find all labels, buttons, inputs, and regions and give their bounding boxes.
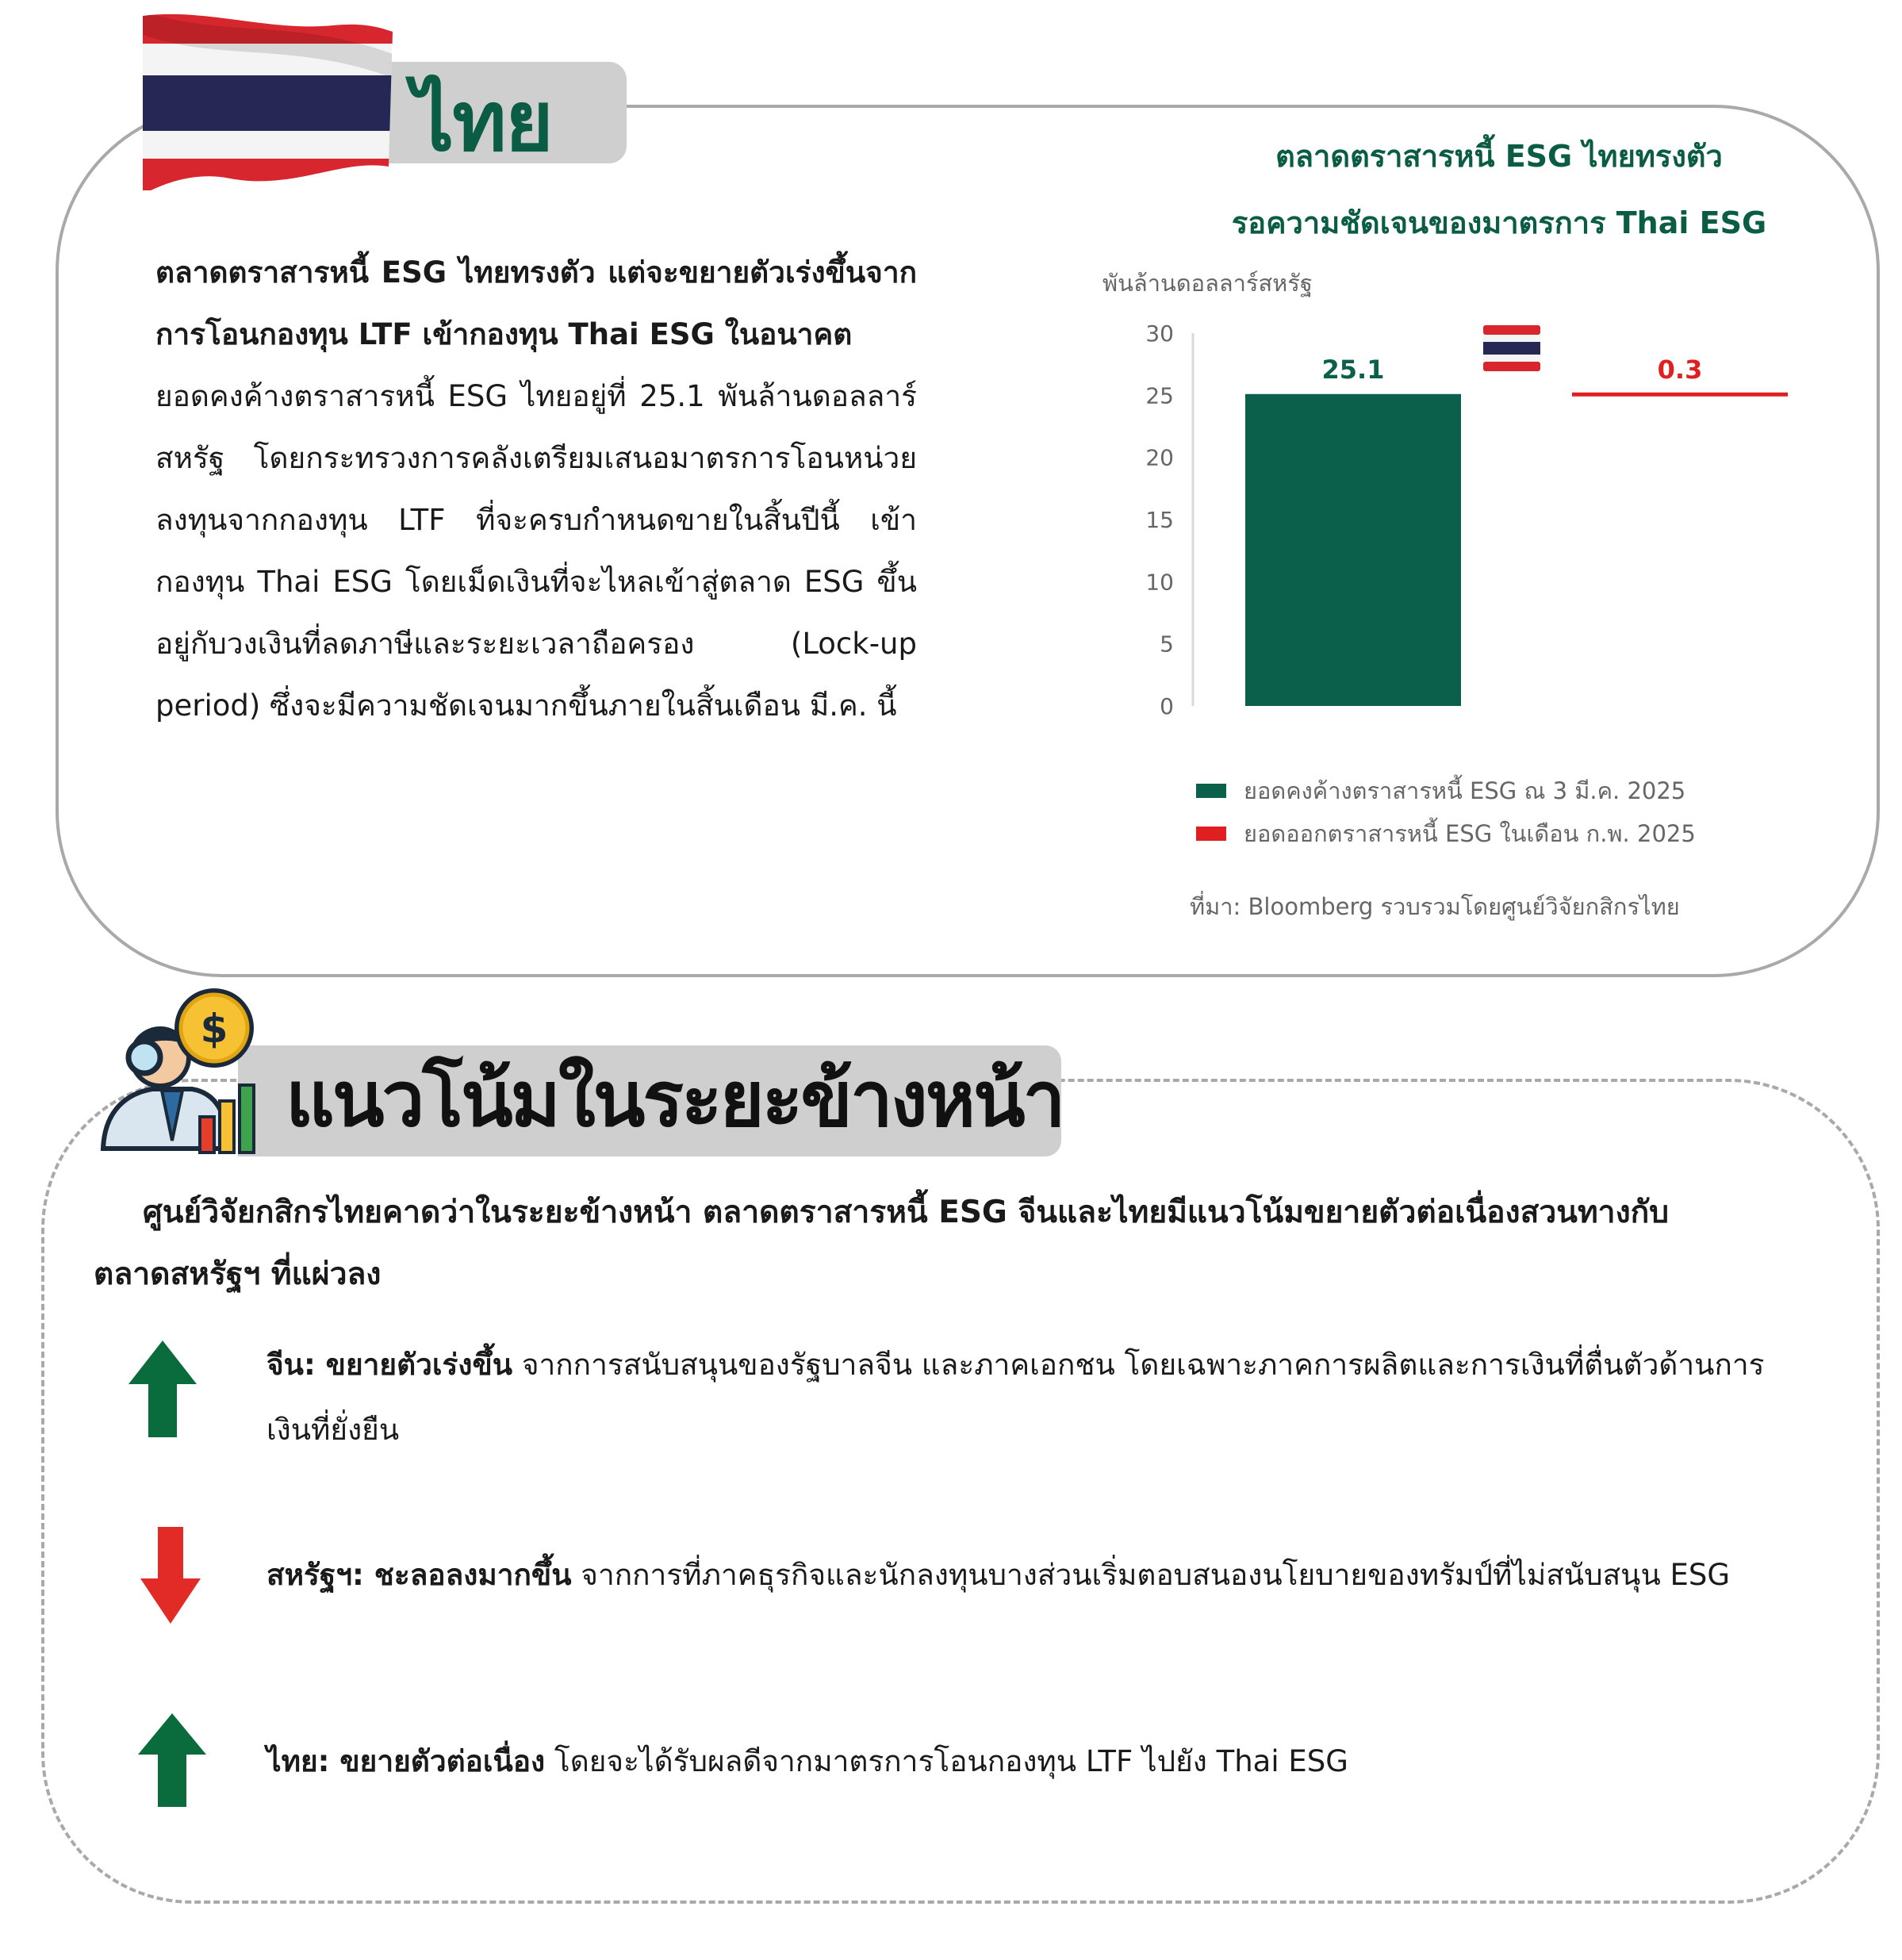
point-text-us: จากการที่ภาคธุรกิจและนักลงทุนบางส่วนเริ่มตอบสนองนโยบายของทรัมป์ที่ไม่สนับสนุน ESG <box>581 1558 1731 1592</box>
bar-issuance <box>1572 393 1788 397</box>
outlook-intro: ศูนย์วิจัยกสิกรไทยคาดว่าในระยะข้างหน้า ตลาดตราสารหนี้ ESG จีนและไทยมีแนวโน้มขยายตัวต่อเนื่องสวนทางกับตลาดสหรัฐฯ ที่แผ่วลง <box>94 1195 1669 1292</box>
analyst-magnifier-icon <box>97 982 275 1160</box>
point-label-us: สหรัฐฯ: ชะลอลงมากขึ้น <box>267 1558 572 1592</box>
y-axis-label: พันล้านดอลลาร์สหรัฐ <box>1102 270 1313 297</box>
thai-flag-small-icon <box>1483 325 1540 371</box>
article-lead: ตลาดตราสารหนี้ ESG ไทยทรงตัว แต่จะขยายตัวเร่งขึ้นจากการโอนกองทุน LTF เข้ากองทุน Thai ESG ในอนาคต <box>155 255 917 351</box>
legend-item-outstanding <box>1196 769 1696 812</box>
chart-bars <box>1245 355 1788 706</box>
chart-title-line-2: รอความชัดเจนของมาตรการ Thai ESG <box>1231 205 1767 240</box>
legend-label-outstanding: ยอดคงค้างตราสารหนี้ ESG ณ 3 มี.ค. 2025 <box>1244 777 1686 804</box>
thai-flag-icon <box>135 8 397 190</box>
legend-item-issuance <box>1196 812 1696 855</box>
y-tick-label: 10 <box>1145 569 1174 596</box>
arrow-up-icon <box>127 1341 198 1440</box>
esg-bond-bar-chart <box>1087 262 1800 738</box>
dollar-symbol: $ <box>200 1006 228 1052</box>
point-text-china: จากการสนับสนุนของรัฐบาลจีน และภาคเอกชน โดยเฉพาะภาคการผลิตและการเงินที่ตื่นตัวด้านการเงินที่ยั่งยืน <box>267 1348 1765 1447</box>
y-tick-label: 20 <box>1145 444 1174 471</box>
y-tick-label: 0 <box>1160 693 1174 719</box>
y-tick-label: 30 <box>1145 320 1174 347</box>
section-heading-thai: ไทย <box>412 73 552 170</box>
article-body: ยอดคงค้างตราสารหนี้ ESG ไทยอยู่ที่ 25.1 พันล้านดอลลาร์สหรัฐ โดยกระทรวงการคลังเตรียมเสนอมาตรการโอนหน่วยลงทุนจากกองทุน LTF ที่จะครบกำหนดขายในสิ้นปีนี้ เข้ากองทุน Thai ESG โดยเม็ดเงินที่จะไหลเข้าสู่ตลาด ESG ขึ้นอยู่กับวงเงินที่ลดภาษีและระยะเวลาถือครอง (Lock-up period) ซึ่งจะมีความชัดเจนมากขึ้นภายในสิ้นเดือน มี.ค. นี้ <box>155 379 917 723</box>
chart-legend <box>1196 769 1696 855</box>
legend-swatch-green <box>1196 784 1226 798</box>
data-label-issuance: 0.3 <box>1657 354 1703 385</box>
y-tick-label: 25 <box>1145 382 1174 409</box>
outlook-point-us <box>267 1543 1805 1608</box>
chart-source: ที่มา: Bloomberg รวบรวมโดยศูนย์วิจัยกสิกรไทย <box>1190 893 1680 920</box>
section-heading-outlook: แนวโน้มในระยะข้างหน้า <box>286 1055 1064 1144</box>
y-axis-ticks <box>1145 320 1174 719</box>
data-label-outstanding: 25.1 <box>1321 354 1385 385</box>
legend-swatch-red <box>1196 827 1226 841</box>
point-text-thailand: โดยจะได้รับผลดีจากมาตรการโอนกองทุน LTF ไปยัง Thai ESG <box>554 1744 1348 1778</box>
chart-title-line-1: ตลาดตราสารหนี้ ESG ไทยทรงตัว <box>1275 139 1723 174</box>
arrow-down-icon <box>139 1527 202 1626</box>
point-label-thailand: ไทย: ขยายตัวต่อเนื่อง <box>267 1744 546 1778</box>
outlook-point-china <box>267 1333 1805 1463</box>
arrow-up-icon <box>136 1713 208 1808</box>
bar-outstanding <box>1245 394 1461 706</box>
point-label-china: จีน: ขยายตัวเร่งขึ้น <box>267 1348 513 1382</box>
y-tick-label: 15 <box>1145 507 1174 533</box>
chart-title <box>1166 123 1832 256</box>
y-tick-label: 5 <box>1160 631 1174 658</box>
thai-article <box>155 242 917 737</box>
outlook-point-thailand <box>267 1729 1805 1794</box>
legend-label-issuance: ยอดออกตราสารหนี้ ESG ในเดือน ก.พ. 2025 <box>1244 820 1696 847</box>
